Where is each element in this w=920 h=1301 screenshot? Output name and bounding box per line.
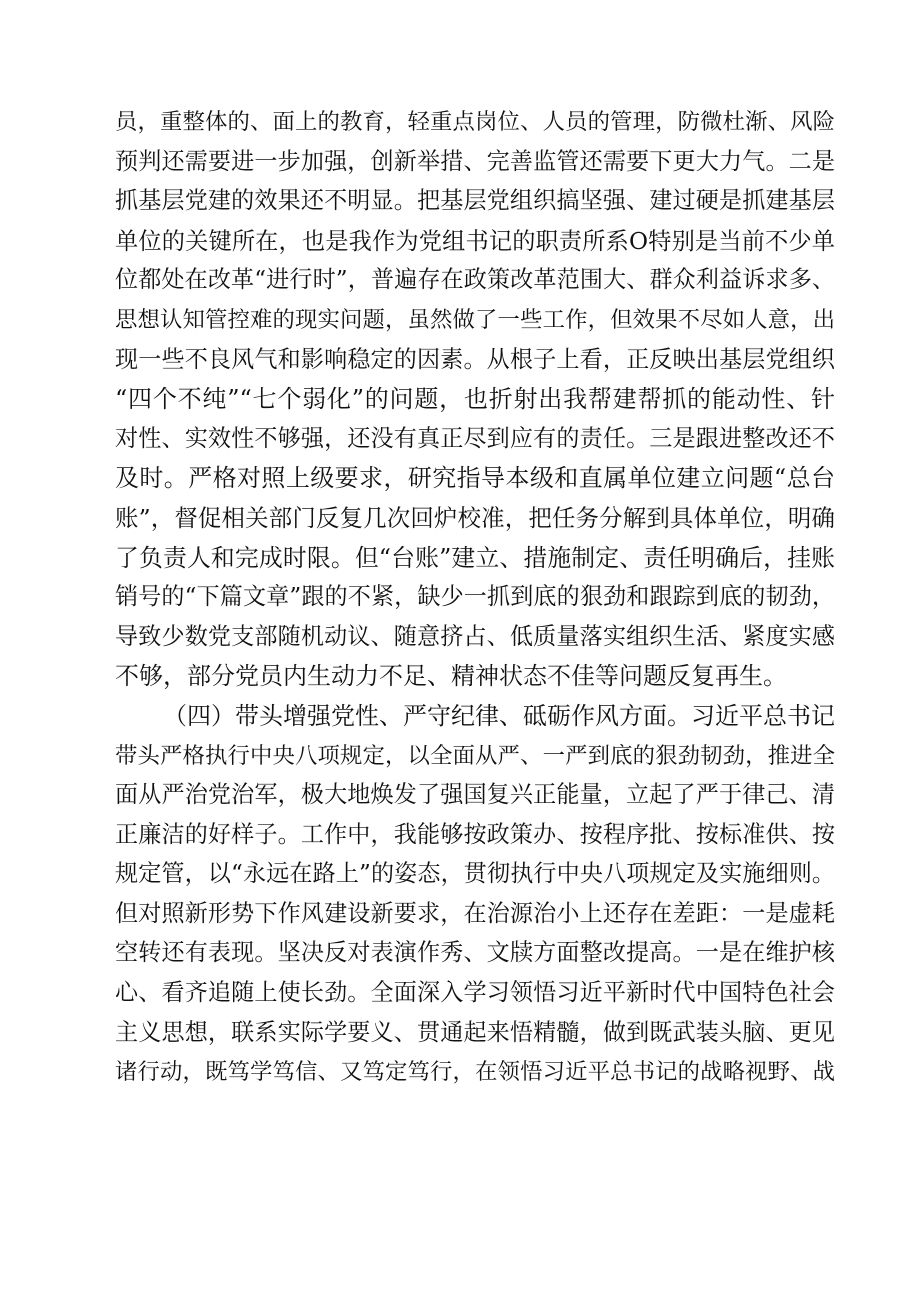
text-line: 预判还需要进一步加强，创新举措、完善监管还需要下更大力气。二是	[115, 148, 835, 175]
text-line: 面从严治党治军，极大地焕发了强国复兴正能量，立起了严于律己、清	[115, 782, 835, 809]
text-line: 员，重整体的、面上的教育，轻重点岗位、人员的管理，防微杜渐、风险	[115, 109, 835, 135]
paragraph-2	[115, 697, 835, 1093]
text-line: 单位的关键所在，也是我作为党组书记的职责所系O特别是当前不少单	[115, 227, 835, 255]
text-line: 但对照新形势下作风建设新要求，在治源治小上还存在差距：一是虚耗	[115, 900, 835, 927]
text-line: 抓基层党建的效果还不明显。把基层党组织搞坚强、建过硬是抓建基层	[115, 188, 835, 215]
text-line: 不够，部分党员内生动力不足、精神状态不佳等问题反复再生。	[115, 662, 787, 691]
text-line: 账”，督促相关部门反复几次回炉校准，把任务分解到具体单位，明确	[115, 503, 835, 532]
document-body	[115, 103, 835, 1093]
text-line: “四个不纯”“七个弱化”的问题，也折射出我帮建帮抓的能动性、针	[115, 385, 835, 414]
text-line: 带头严格执行中央八项规定，以全面从严、一严到底的狠劲韧劲，推进全	[115, 742, 835, 769]
paragraph-1	[115, 103, 835, 697]
text-line: 心、看齐追随上使长劲。全面深入学习领悟习近平新时代中国特色社会	[115, 980, 835, 1007]
text-line: 正廉洁的好样子。工作中，我能够按政策办、按程序批、按标准供、按	[115, 821, 835, 848]
paragraph-heading-line: （四）带头增强党性、严守纪律、砥砺作风方面。习近平总书记	[163, 701, 835, 730]
text-line: 销号的“下篇文章”跟的不紧，缺少一抓到底的狠劲和跟踪到底的韧劲，	[115, 584, 835, 611]
text-line: 诸行动，既笃学笃信、又笃定笃行，在领悟习近平总书记的战略视野、战	[115, 1059, 835, 1086]
text-line: 主义思想，联系实际学要义、贯通起来悟精髓，做到既武装头脑、更见	[115, 1019, 835, 1046]
text-line: 规定管，以“永远在路上”的姿态，贯彻执行中央八项规定及实施细则。	[115, 861, 835, 888]
text-line: 及时。严格对照上级要求，研究指导本级和直属单位建立问题“总台	[115, 464, 835, 493]
text-line: 对性、实效性不够强，还没有真正尽到应有的责任。三是跟进整改还不	[115, 425, 835, 452]
text-line: 现一些不良风气和影响稳定的因素。从根子上看，正反映出基层党组织	[115, 346, 835, 373]
text-line: 位都处在改革“进行时”，普遍存在政策改革范围大、群众利益诉求多、	[115, 267, 835, 294]
text-line: 思想认知管控难的现实问题，虽然做了一些工作，但效果不尽如人意，出	[115, 306, 835, 333]
text-line: 了负责人和完成时限。但“台账”建立、措施制定、责任明确后，挂账	[115, 543, 835, 572]
text-line: 空转还有表现。坚决反对表演作秀、文牍方面整改提高。一是在维护核	[115, 940, 835, 967]
text-line: 导致少数党支部随机动议、随意挤占、低质量落实组织生活、紧度实感	[115, 623, 835, 650]
